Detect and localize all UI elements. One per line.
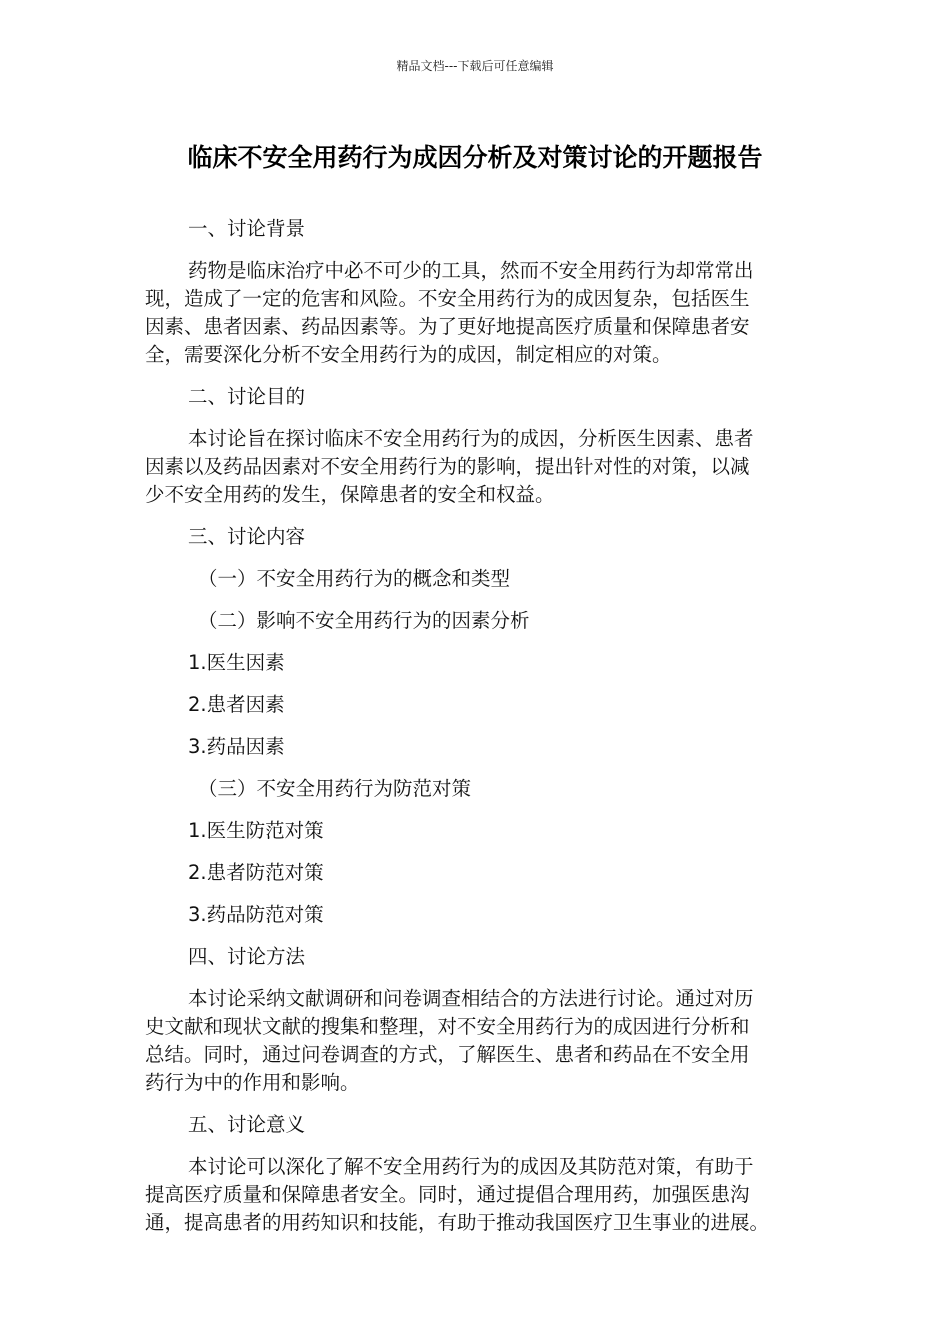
- paragraph-line: 现，造成了一定的危害和风险。不安全用药行为的成因复杂，包括医生: [145, 287, 750, 310]
- subsection-heading: （三）不安全用药行为防范对策: [198, 777, 472, 800]
- list-item: 1.医生防范对策: [188, 819, 324, 842]
- paragraph-line: 本讨论采纳文献调研和问卷调查相结合的方法进行讨论。通过对历: [188, 987, 754, 1010]
- paragraph-line: 提高医疗质量和保障患者安全。同时，通过提倡合理用药，加强医患沟: [145, 1183, 750, 1206]
- paragraph-line: 因素以及药品因素对不安全用药行为的影响，提出针对性的对策，以减: [145, 455, 750, 478]
- paragraph-purpose: [145, 425, 795, 509]
- page-header: 精品文档---下载后可任意编辑: [396, 59, 554, 73]
- subsection-heading: （一）不安全用药行为的概念和类型: [198, 567, 511, 590]
- document-body: [145, 215, 795, 1251]
- paragraph-line: 本讨论旨在探讨临床不安全用药行为的成因，分析医生因素、患者: [188, 427, 754, 450]
- section-heading-purpose: 二、讨论目的: [188, 385, 306, 408]
- paragraph-line: 因素、患者因素、药品因素等。为了更好地提高医疗质量和保障患者安: [145, 315, 750, 338]
- list-item: 3.药品防范对策: [188, 903, 324, 926]
- section-heading-background: 一、讨论背景: [188, 217, 306, 240]
- paragraph-line: 药物是临床治疗中必不可少的工具，然而不安全用药行为却常常出: [188, 259, 754, 282]
- paragraph-line: 本讨论可以深化了解不安全用药行为的成因及其防范对策，有助于: [188, 1155, 754, 1178]
- list-item: 1.医生因素: [188, 651, 285, 674]
- section-heading-content: 三、讨论内容: [188, 525, 306, 548]
- paragraph-background: [145, 257, 795, 369]
- paragraph-line: 史文献和现状文献的搜集和整理，对不安全用药行为的成因进行分析和: [145, 1015, 750, 1038]
- paragraph-line: 总结。同时，通过问卷调查的方式，了解医生、患者和药品在不安全用: [145, 1043, 750, 1066]
- section-heading-significance: 五、讨论意义: [188, 1113, 306, 1136]
- paragraph-line: 全，需要深化分析不安全用药行为的成因，制定相应的对策。: [145, 343, 672, 366]
- paragraph-line: 通，提高患者的用药知识和技能，有助于推动我国医疗卫生事业的进展。: [145, 1211, 770, 1234]
- list-item: 2.患者防范对策: [188, 861, 324, 884]
- paragraph-significance: [145, 1153, 795, 1237]
- section-heading-method: 四、讨论方法: [188, 945, 306, 968]
- paragraph-line: 少不安全用药的发生，保障患者的安全和权益。: [145, 483, 555, 506]
- paragraph-line: 药行为中的作用和影响。: [145, 1071, 360, 1094]
- list-item: 2.患者因素: [188, 693, 285, 716]
- paragraph-method: [145, 985, 795, 1097]
- list-item: 3.药品因素: [188, 735, 285, 758]
- document-title: 临床不安全用药行为成因分析及对策讨论的开题报告: [187, 143, 763, 172]
- subsection-heading: （二）影响不安全用药行为的因素分析: [198, 609, 530, 632]
